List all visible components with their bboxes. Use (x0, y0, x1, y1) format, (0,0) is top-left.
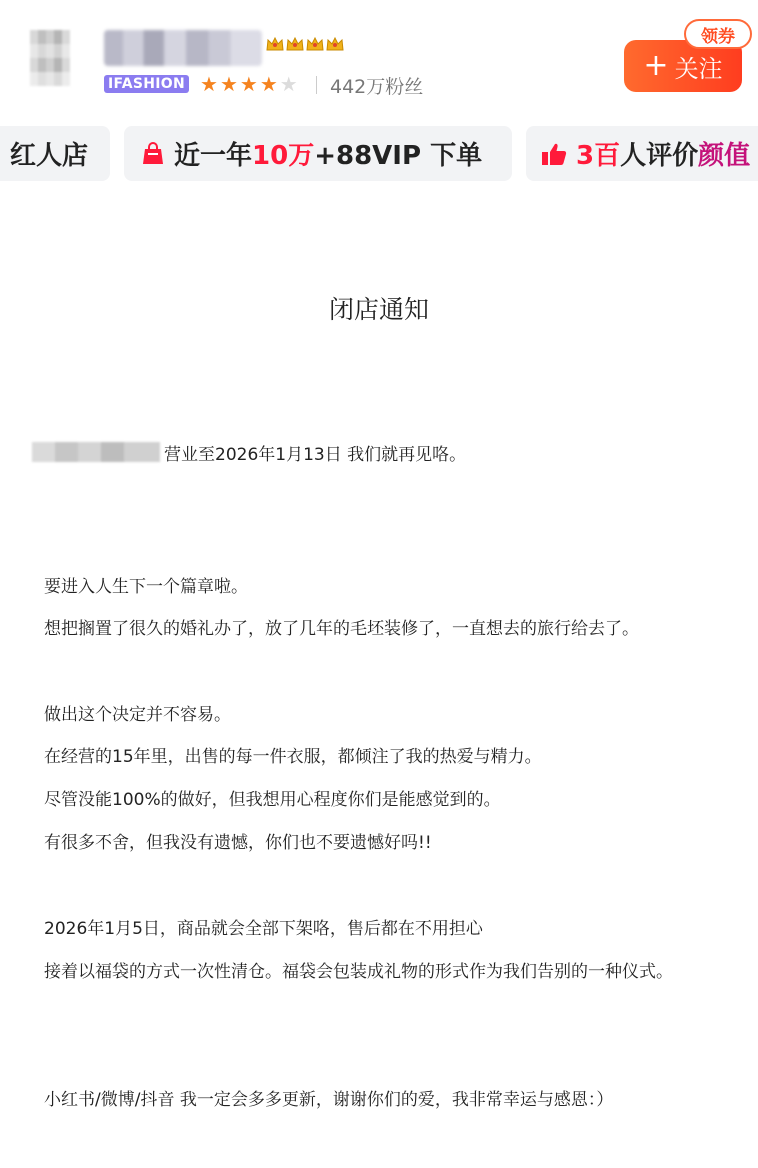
tag-chip-influencer-store[interactable] (0, 126, 110, 181)
tag-chip-reviews[interactable] (526, 126, 758, 181)
star-filled-icon: ★ (200, 72, 218, 96)
chip-text-suffix: +88VIP 下单 (314, 141, 483, 171)
crown-icon (306, 36, 324, 52)
star-filled-icon: ★ (259, 72, 278, 96)
divider (316, 76, 317, 94)
chip-count: 10万 (252, 141, 315, 171)
chip-text: 人评价 (620, 141, 699, 171)
notice-line: 尽管没能100%的做好，但我想用心程度你们是能感觉到的。 (44, 790, 501, 810)
coupon-button[interactable]: 领券 (684, 19, 752, 49)
crown-icon (266, 36, 284, 52)
shop-avatar[interactable] (30, 30, 70, 86)
chip-text-prefix: 近一年 (174, 141, 253, 171)
ifashion-badge: IFASHION (104, 75, 189, 93)
crown-icon (326, 36, 344, 52)
crown-rating (266, 36, 344, 56)
notice-line: 2026年1月5日，商品就会全部下架咯，售后都在不用担心 (44, 919, 483, 939)
chip-text-highlight: 颜值 (698, 141, 751, 171)
notice-title: 闭店通知 (328, 295, 429, 324)
chip-count: 3百 (576, 141, 621, 171)
notice-line: 要进入人生下一个篇章啦。 (44, 577, 248, 597)
chip-label: 红人店 (10, 141, 89, 171)
shop-name-blurred (32, 442, 160, 462)
follow-label: 关注 (674, 54, 723, 83)
shopping-bag-icon (140, 141, 166, 167)
store-rating-stars (200, 73, 298, 95)
notice-line: 想把搁置了很久的婚礼办了，放了几年的毛坯装修了，一直想去的旅行给去了。 (44, 619, 639, 639)
star-filled-icon: ★ (219, 72, 238, 96)
tag-chip-88vip-orders[interactable] (124, 126, 512, 181)
plus-icon: + (643, 48, 669, 83)
thumbs-up-icon (540, 141, 568, 167)
star-filled-icon: ★ (239, 72, 258, 96)
crown-icon (286, 36, 304, 52)
notice-line: 做出这个决定并不容易。 (44, 705, 231, 725)
notice-line: 小红书/微博/抖音 我一定会多多更新，谢谢你们的爱，我非常幸运与感恩：） (44, 1090, 614, 1110)
shop-name-blurred (104, 30, 262, 66)
star-empty-icon: ★ (279, 72, 298, 96)
notice-line: 在经营的15年里，出售的每一件衣服，都倾注了我的热爱与精力。 (44, 747, 542, 767)
notice-line: 接着以福袋的方式一次性清仓。福袋会包装成礼物的形式作为我们告别的一种仪式。 (44, 962, 673, 982)
notice-line: 营业至2026年1月13日 我们就再见咯。 (164, 445, 467, 465)
notice-line: 有很多不舍，但我没有遗憾，你们也不要遗憾好吗!! (44, 833, 432, 853)
fan-count: 442万粉丝 (330, 76, 424, 98)
